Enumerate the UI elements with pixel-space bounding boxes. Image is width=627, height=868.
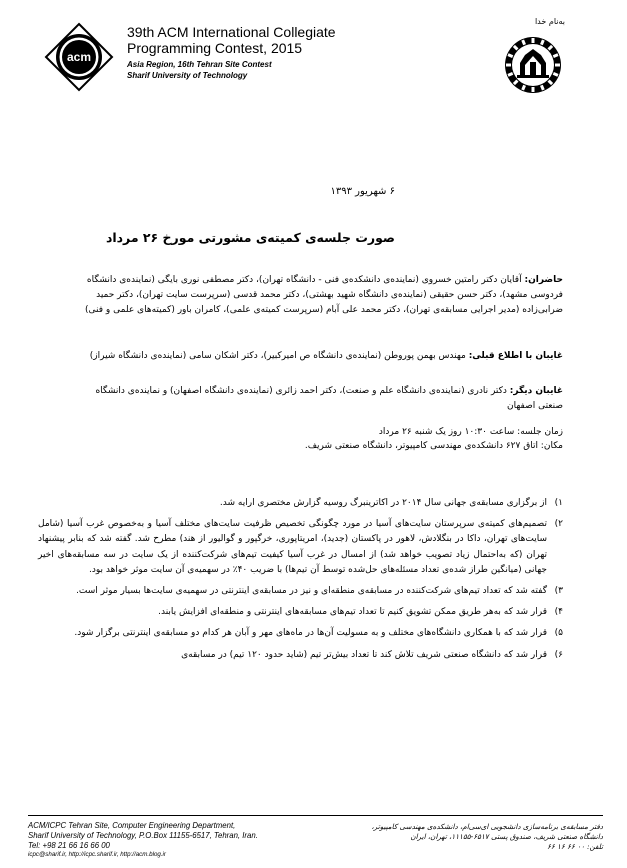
footer-persian-phone: تلفن: ۰۰ ۶۶ ۱۶ ۶۶ bbox=[546, 842, 603, 851]
item-text: قرار شد که دانشگاه صنعتی شریف تلاش کند تا تعداد بیش‌تر تیم (شاید حدود ۱۲۰ تیم) در مسابقه‌ی bbox=[181, 649, 547, 660]
attendees-text: آقایان دکتر رامتین خسروی (نماینده‌ی دانشکده‌ی فنی - دانشگاه تهران)، دکتر مصطفی نوری بایگی (نماینده‌ی دانشگاه فردوسی مشهد)، دکتر حسن حقیقی (نماینده‌ی دانشگاه شهید بهشتی)، دکتر محمد قدسی (سرپرست سایت تهران)، دکتر حمید ضرابی‌زاده (مدیر اجرایی مسابقه‌ی تهران)، دکتر محمد علی آبام (سرپرست کمیته‌ی علمی)، کامران باور (کمیته‌های علمی و فنی) bbox=[85, 275, 563, 315]
acm-logo-text: acm bbox=[66, 50, 92, 64]
region-subtitle: Asia Region, 16th Tehran Site Contest bbox=[127, 60, 272, 69]
footer-phone: Tel: +98 21 66 16 66 00 bbox=[28, 840, 110, 850]
contest-title-block bbox=[127, 24, 407, 80]
item-number: ۲) bbox=[554, 519, 563, 530]
item-number: ۴) bbox=[554, 607, 563, 618]
list-item bbox=[38, 605, 563, 620]
footer-persian bbox=[371, 822, 603, 852]
item-text: قرار شد که با همکاری دانشگاه‌های مختلف و به مسولیت آن‌ها در ماه‌های مهر و آبان هر کدام دو مسابقه‌ی اینترنتی برگزار شود. bbox=[74, 628, 547, 639]
minutes-items-list bbox=[38, 496, 563, 669]
meeting-time: زمان جلسه: ساعت ۱۰:۳۰ روز یک شنبه ۲۶ مرداد bbox=[378, 427, 563, 437]
item-number: ۵) bbox=[554, 628, 563, 639]
footer-contact-links: icpc@sharif.ir, http://icpc.sharif.ir, http://acm.blog.ir bbox=[28, 851, 166, 859]
sharif-university-logo bbox=[504, 36, 562, 94]
contest-title-line2: Programming Contest, 2015 bbox=[127, 40, 303, 56]
university-subtitle: Sharif University of Technology bbox=[127, 71, 248, 80]
acm-logo bbox=[44, 22, 114, 92]
informed-absent-text: مهندس بهمن پوروطن (نماینده‌ی دانشگاه ص امیرکبیر)، دکتر اشکان سامی (نماینده‌ی دانشگاه شیراز) bbox=[89, 351, 469, 361]
list-item bbox=[38, 648, 563, 663]
item-number: ۳) bbox=[554, 586, 563, 597]
attendees-paragraph bbox=[73, 273, 563, 318]
item-text: قرار شد که به‌هر طریق ممکن تشویق کنیم تا تعداد تیم‌های مسابقه‌های اینترنتی و منطقه‌ای افزایش یابند. bbox=[158, 607, 547, 618]
bismillah-text: به‌نام خدا bbox=[534, 17, 565, 26]
meeting-place: مکان: اتاق ۶۲۷ دانشکده‌ی مهندسی کامپیوتر، دانشگاه صنعتی شریف. bbox=[304, 441, 563, 451]
footer-persian-line1: دفتر مسابقه‌ی برنامه‌سازی دانشجویی ای‌سی‌ام، دانشکده‌ی مهندسی کامپیوتر، bbox=[371, 822, 603, 831]
footer-address-line1: ACM/ICPC Tehran Site, Computer Engineering Department, bbox=[28, 821, 236, 830]
other-absent-text: دکتر نادری (نماینده‌ی دانشگاه علم و صنعت)، دکتر احمد زائری (نماینده‌ی دانشگاه اصفهان) و نماینده‌ی دانشگاه صنعتی اصفهان bbox=[95, 386, 563, 411]
informed-absent-paragraph bbox=[73, 349, 563, 364]
item-text: تصمیم‌های کمیته‌ی سرپرستان سایت‌های آسیا در مورد چگونگی تخصیص ظرفیت سایت‌های مختلف آسیا و به‌خصوص غرب آسیا (شامل سایت‌های تهران، داکا در بنگلادش، لاهور در پاکستان (جدید)، امریتاپوری، خرگپور و گوالیور از هند) مطرح شد. گفته شد که بنابر پیشنهاد تهران (که به‌احتمال زیاد تصویب خواهد شد) از امسال در غرب آسیا کیفیت تیم‌های شرکت‌کننده از یک سایت در سه مسابقه‌های اخیر جهانی (میانگین طراز شده‌ی تعداد مسئله‌های حل‌شده توسط آن تیم‌ها) با ضریب ۴۰٪ در سهمیه‌ی آن سایت موثر خواهد بود. bbox=[38, 519, 547, 575]
item-number: ۱) bbox=[554, 498, 563, 508]
document-date: ۶ شهریور ۱۳۹۳ bbox=[330, 186, 395, 197]
list-item bbox=[38, 626, 563, 641]
list-item bbox=[38, 584, 563, 599]
item-text: از برگزاری مسابقه‌ی جهانی سال ۲۰۱۴ در اکاترینبرگ روسیه گزارش مختصری ارایه شد. bbox=[219, 498, 547, 508]
item-text: گفته شد که تعداد تیم‌های شرکت‌کننده در مسابقه‌ی منطقه‌ای و نیز در مسابقه‌ی اینترنتی در سهمیه‌ی سایت‌ها بسیار موثر است. bbox=[76, 586, 547, 597]
footer-divider bbox=[28, 815, 603, 816]
other-absent-label: غایبان دیگر: bbox=[509, 386, 563, 396]
list-item bbox=[38, 496, 563, 511]
footer-address-line2: Sharif University of Technology, P.O.Box 11155-6517, Tehran, Iran. bbox=[28, 830, 258, 840]
document-heading: صورت جلسه‌ی کمیته‌ی مشورتی مورخ ۲۶ مرداد bbox=[105, 230, 395, 245]
informed-absent-label: غایبان با اطلاع قبلی: bbox=[468, 351, 563, 361]
footer-persian-line2: دانشگاه صنعتی شریف، صندوق پستی ۶۵۱۷-۱۱۱۵۵، تهران، ایران bbox=[410, 832, 603, 841]
attendees-label: حاضران: bbox=[524, 275, 563, 285]
other-absent-paragraph bbox=[73, 384, 563, 414]
meeting-info bbox=[305, 425, 563, 453]
list-item bbox=[38, 517, 563, 578]
item-number: ۶) bbox=[554, 649, 563, 660]
footer-english bbox=[28, 821, 258, 860]
contest-title-line1: 39th ACM International Collegiate bbox=[127, 24, 336, 40]
